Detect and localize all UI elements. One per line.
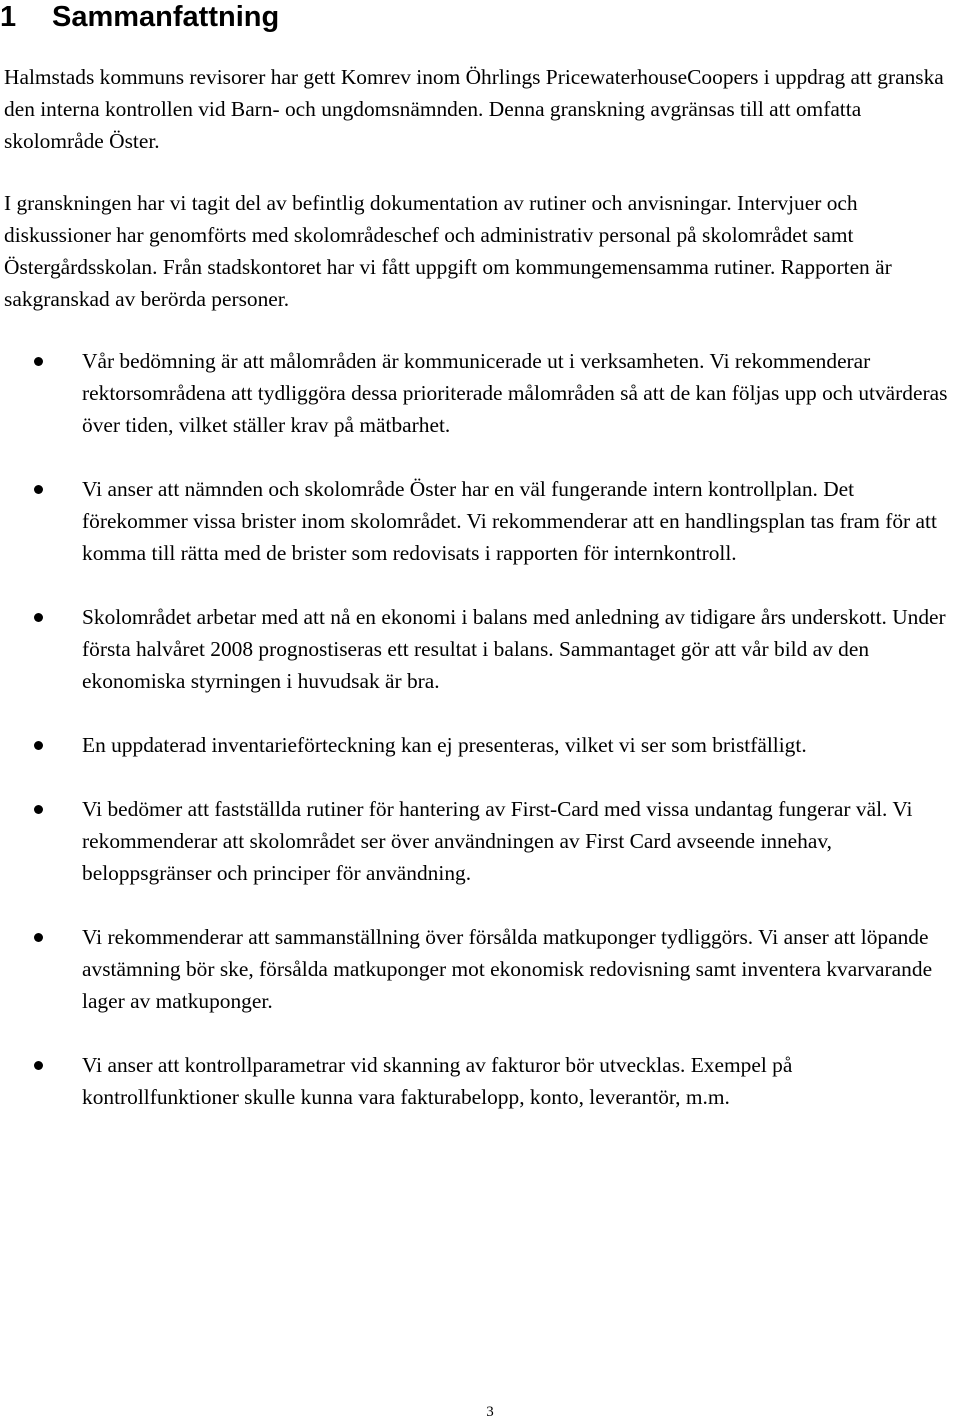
bullet-icon	[34, 613, 43, 622]
section-heading	[0, 0, 279, 34]
summary-body	[4, 61, 952, 1145]
bullet-icon	[34, 485, 43, 494]
page-number: 3	[486, 1404, 494, 1420]
bullet-icon	[34, 741, 43, 750]
list-item	[4, 921, 952, 1017]
intro-paragraph: Halmstads kommuns revisorer har gett Komrev inom Öhrlings PricewaterhouseCoopers i uppdrag att granska den interna kontrollen vid Barn- och ungdomsnämnden. Denna granskning avgränsas till att omfatta skolområde Öster.	[4, 65, 944, 153]
section-number: 1	[0, 1, 17, 33]
list-item	[4, 1049, 952, 1113]
list-item	[4, 729, 952, 761]
list-item-text: Vi rekommenderar att sammanställning över försålda matkuponger tydliggörs. Vi anser att löpande avstämning bör ske, försålda matkuponger mot ekonomisk redovisning samt inventera kvarvarande lager av matkuponger.	[82, 925, 933, 1013]
list-item-text: Vi anser att kontrollparametrar vid skanning av fakturor bör utvecklas. Exempel på kontrollfunktioner skulle kunna vara fakturabelopp, konto, leverantör, m.m.	[82, 1053, 793, 1109]
findings-list	[4, 345, 952, 1113]
list-item-text: Vår bedömning är att målområden är kommunicerade ut i verksamheten. Vi rekommenderar rektorsområdena att tydliggöra dessa prioriterade målområden så att de kan följas upp och utvärderas över tiden, vilket ställer krav på mätbarhet.	[82, 349, 948, 437]
list-item	[4, 473, 952, 569]
list-item	[4, 793, 952, 889]
bullet-icon	[34, 805, 43, 814]
bullet-icon	[34, 357, 43, 366]
section-title: Sammanfattning	[52, 1, 280, 33]
list-item-text: En uppdaterad inventarieförteckning kan ej presenteras, vilket vi ser som bristfälligt.	[82, 733, 807, 757]
intro-paragraph: I granskningen har vi tagit del av befintlig dokumentation av rutiner och anvisningar. Intervjuer och diskussioner har genomförts med skolområdeschef och administrativ personal på skolområdet samt Östergårdsskolan. Från stadskontoret har vi fått uppgift om kommungemensamma rutiner. Rapporten är sakgranskad av berörda personer.	[4, 191, 892, 311]
list-item	[4, 601, 952, 697]
bullet-icon	[34, 1061, 43, 1070]
list-item	[4, 345, 952, 441]
list-item-text: Vi bedömer att fastställda rutiner för hantering av First-Card med vissa undantag fungerar väl. Vi rekommenderar att skolområdet ser över användningen av First Card avseende innehav, beloppsgränser och principer för användning.	[82, 797, 913, 885]
bullet-icon	[34, 933, 43, 942]
list-item-text: Vi anser att nämnden och skolområde Öster har en väl fungerande intern kontrollplan. Det förekommer vissa brister inom skolområdet. Vi rekommenderar att en handlingsplan tas fram för att komma till rätta med de brister som redovisats i rapporten för internkontroll.	[82, 477, 937, 565]
list-item-text: Skolområdet arbetar med att nå en ekonomi i balans med anledning av tidigare års underskott. Under första halvåret 2008 prognostiseras ett resultat i balans. Sammantaget gör att vår bild av den ekonomiska styrningen i huvudsak är bra.	[82, 605, 946, 693]
